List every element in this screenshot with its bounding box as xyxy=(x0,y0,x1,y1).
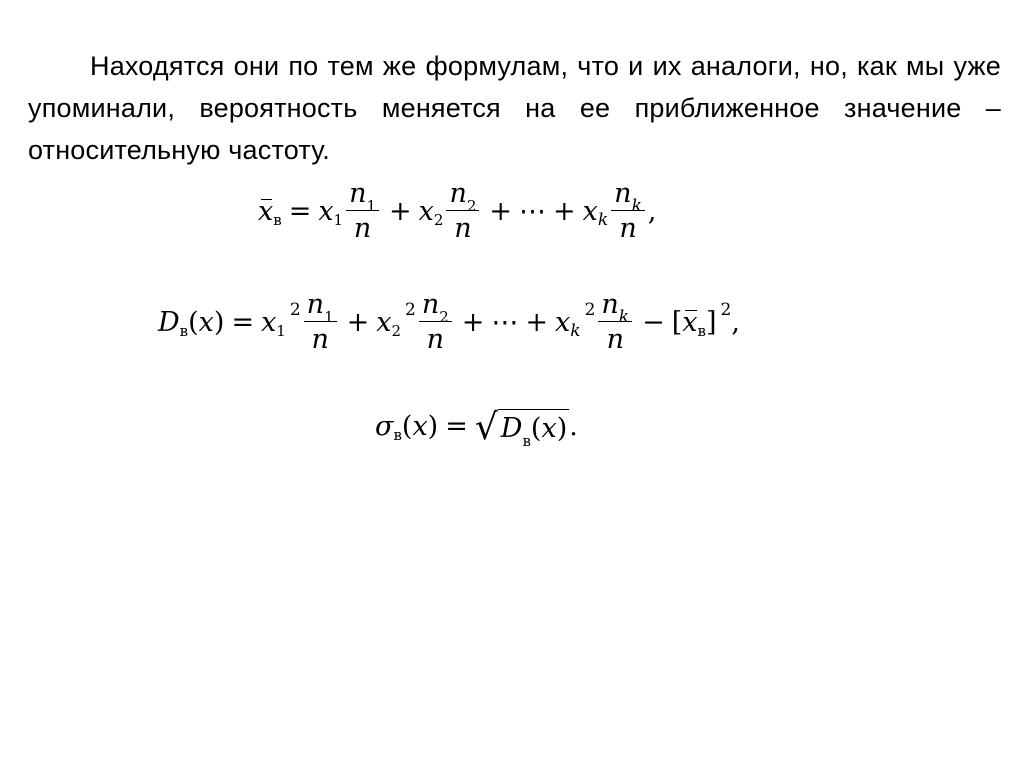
fraction-nk-n xyxy=(611,180,645,242)
num-n: n xyxy=(601,289,619,320)
num-n: n xyxy=(614,178,632,209)
term-xk: x xyxy=(582,195,598,227)
sub-2: 2 xyxy=(433,211,444,229)
arg-x: x xyxy=(198,306,214,338)
variance-symbol: D xyxy=(158,306,180,338)
ellipsis: ⋯ xyxy=(491,306,519,338)
sub-2: 2 xyxy=(391,322,402,340)
sub-2: 2 xyxy=(466,197,477,215)
den-n: n xyxy=(311,324,329,355)
minus: − xyxy=(642,306,665,338)
den-n: n xyxy=(606,324,624,355)
num-n: n xyxy=(306,289,325,320)
rbracket: ] xyxy=(705,306,717,338)
intro-paragraph: Находятся они по тем же формулам, что и их аналоги, но, как мы уже упоминали, вероятность меняется на ее приближенное значение – относительную частоту. xyxy=(28,51,1001,165)
lparen: ( xyxy=(530,412,542,444)
mean-symbol: x xyxy=(258,195,274,227)
sub-b: в xyxy=(697,322,706,340)
lbracket: [ xyxy=(671,306,683,338)
fraction-n2-n xyxy=(446,180,479,242)
lparen: ( xyxy=(401,410,413,442)
term-x2: x xyxy=(376,306,392,338)
sup-2: 2 xyxy=(289,300,301,320)
sub-b: в xyxy=(522,431,531,450)
den-n: n xyxy=(619,213,637,244)
equals: = xyxy=(445,410,468,442)
mean-symbol: x xyxy=(682,306,698,338)
sub-1: 1 xyxy=(276,322,286,340)
formula-std-deviation xyxy=(375,407,578,450)
rparen: ) xyxy=(213,306,225,338)
plus: + xyxy=(346,306,370,338)
arg-x: x xyxy=(541,412,557,444)
sup-2: 2 xyxy=(584,300,596,320)
fraction-n1-n xyxy=(346,180,379,242)
rparen: ) xyxy=(427,410,439,442)
equals: = xyxy=(231,306,255,338)
comma: , xyxy=(731,306,740,338)
sub-1: 1 xyxy=(333,211,344,229)
radical-sign: √ xyxy=(474,407,498,448)
sub-b: в xyxy=(393,426,402,444)
sub-b: в xyxy=(273,211,282,229)
arg-x: x xyxy=(412,410,428,442)
term-x1: x xyxy=(318,195,334,227)
period: . xyxy=(569,410,578,442)
variance-symbol: D xyxy=(500,412,523,444)
sub-b: в xyxy=(179,322,189,340)
formula-sample-mean xyxy=(258,180,656,242)
sub-k: k xyxy=(597,210,609,230)
rparen: ) xyxy=(556,412,568,444)
formula-sample-variance xyxy=(158,291,740,353)
sub-k: k xyxy=(570,321,581,341)
square-root xyxy=(474,407,569,450)
term-xk: x xyxy=(555,306,571,338)
plus: + xyxy=(389,195,412,227)
ellipsis: ⋯ xyxy=(519,195,546,227)
plus: + xyxy=(525,306,549,338)
fraction-n2-n xyxy=(419,291,452,353)
num-n: n xyxy=(449,178,467,209)
plus: + xyxy=(461,306,485,338)
num-n: n xyxy=(349,178,367,209)
plus: + xyxy=(489,195,512,227)
plus: + xyxy=(553,195,576,227)
sub-1: 1 xyxy=(366,197,377,215)
den-n: n xyxy=(454,213,472,244)
fraction-nk-n xyxy=(598,291,632,353)
sub-1: 1 xyxy=(324,308,334,326)
comma: , xyxy=(647,195,657,227)
sigma-symbol: σ xyxy=(375,410,394,442)
term-x1: x xyxy=(261,306,277,338)
fraction-n1-n xyxy=(304,291,337,353)
term-x2: x xyxy=(418,195,434,227)
sub-2: 2 xyxy=(439,308,449,326)
lparen: ( xyxy=(188,306,199,338)
sub-k: k xyxy=(618,307,630,327)
sub-k: k xyxy=(631,196,642,216)
den-n: n xyxy=(353,213,372,244)
sup-2: 2 xyxy=(720,300,732,320)
den-n: n xyxy=(426,324,444,355)
equals: = xyxy=(288,195,312,227)
sup-2: 2 xyxy=(405,300,416,320)
radicand xyxy=(498,409,569,450)
num-n: n xyxy=(421,289,440,320)
